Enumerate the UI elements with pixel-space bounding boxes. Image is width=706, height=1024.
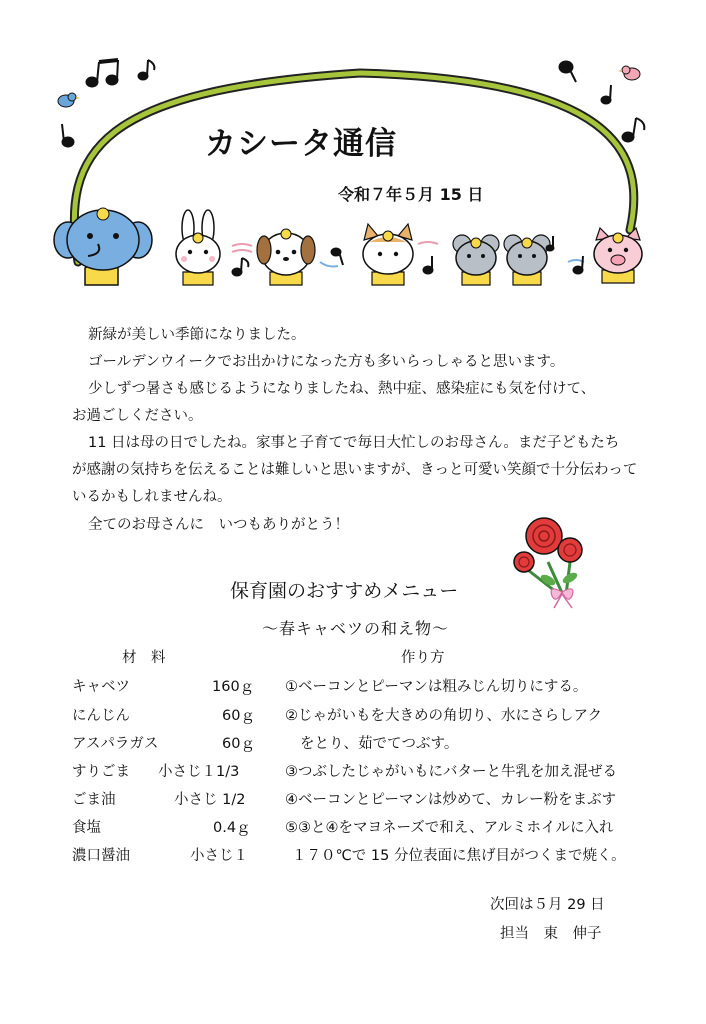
bird-icon [618,66,640,80]
recipe-step: ⑤③と④をマヨネーズで和え、アルミホイルに入れ [285,820,614,836]
newsletter-title: カシータ通信 [205,126,397,162]
ingredient-name: ごま油 [72,792,116,808]
ingredient-amount: 160ｇ [212,679,255,695]
recipe-step: をとり、茹でてつぶす。 [300,736,459,752]
greeting-line: ゴールデンウイークでお出かけになった方も多いらっしゃると思います。 [88,354,565,370]
ingredient-amount: 60ｇ [222,736,255,752]
music-note-icon [232,258,248,276]
cat-icon [363,224,413,285]
music-note-icon [573,256,583,274]
greeting-line: お過ごしください。 [72,408,203,424]
greeting-line: が感謝の気持ちを伝えることは難しいと思いますが、きっと可愛い笑顔で十分伝わって [72,462,638,478]
bird-icon [58,93,80,107]
music-note-icon [86,60,118,87]
ingredient-amount: 小さじ１ [190,848,248,864]
ingredient-amount: 小さじ１1/3 [158,764,240,780]
music-note-icon [622,118,644,142]
rabbit-icon [176,210,220,285]
music-note-icon [559,61,576,82]
music-note-icon [62,124,74,147]
music-note-icon [601,85,611,104]
issue-date: 令和７年５月 15 日 [338,185,484,204]
person-in-charge: 担当 東 伸子 [500,926,602,942]
recipe-step: ②じゃがいもを大きめの角切り、水にさらしアク [285,708,603,724]
ingredient-amount: 小さじ 1/2 [174,792,246,808]
method-header: 作り方 [401,650,445,666]
greeting-line: 11 日は母の日でしたね。家事と子育てで毎日大忙しのお母さん。まだ子どもたち [88,435,620,451]
ingredients-header: 材 料 [122,650,166,666]
ingredient-amount: 60ｇ [222,708,255,724]
elephant-icon [54,208,152,285]
ingredient-name: すりごま [72,764,130,780]
mouse-icon [504,235,550,285]
greeting-line: 新緑が美しい季節になりました。 [88,327,306,343]
recipe-step: ④ベーコンとピーマンは炒めて、カレー粉をまぶす [285,792,617,808]
ingredient-name: にんじん [72,708,130,724]
ingredient-name: 食塩 [72,820,101,836]
menu-heading: 保育園のおすすめメニュー [230,580,459,602]
greeting-line: 全てのお母さんに いつもありがとう！ [88,517,349,533]
pig-icon [594,228,642,283]
dog-icon [257,229,315,285]
next-issue: 次回は５月 29 日 [490,897,605,913]
ingredient-name: 濃口醤油 [72,848,130,864]
greeting-line: いるかもしれませんね。 [72,489,232,505]
recipe-step: ③つぶしたじゃがいもにバターと牛乳を加え混ぜる [285,764,617,780]
greeting-line: 少しずつ暑さも感じるようになりましたね、熱中症、感染症にも気を付けて、 [88,381,596,397]
carnation-icon [508,510,598,610]
ingredient-name: キャベツ [72,679,130,695]
music-note-icon [331,248,343,265]
ingredient-name: アスパラガス [72,736,159,752]
music-note-icon [138,60,154,80]
recipe-step: １７０℃で 15 分位表面に焦げ目がつくまで焼く。 [292,848,626,864]
ingredient-amount: 0.4ｇ [213,820,251,836]
music-note-icon [423,256,433,274]
mouse-icon [453,235,499,285]
recipe-name: ～春キャベツの和え物～ [262,619,450,638]
recipe-step: ①ベーコンとピーマンは粗みじん切りにする。 [285,679,588,695]
